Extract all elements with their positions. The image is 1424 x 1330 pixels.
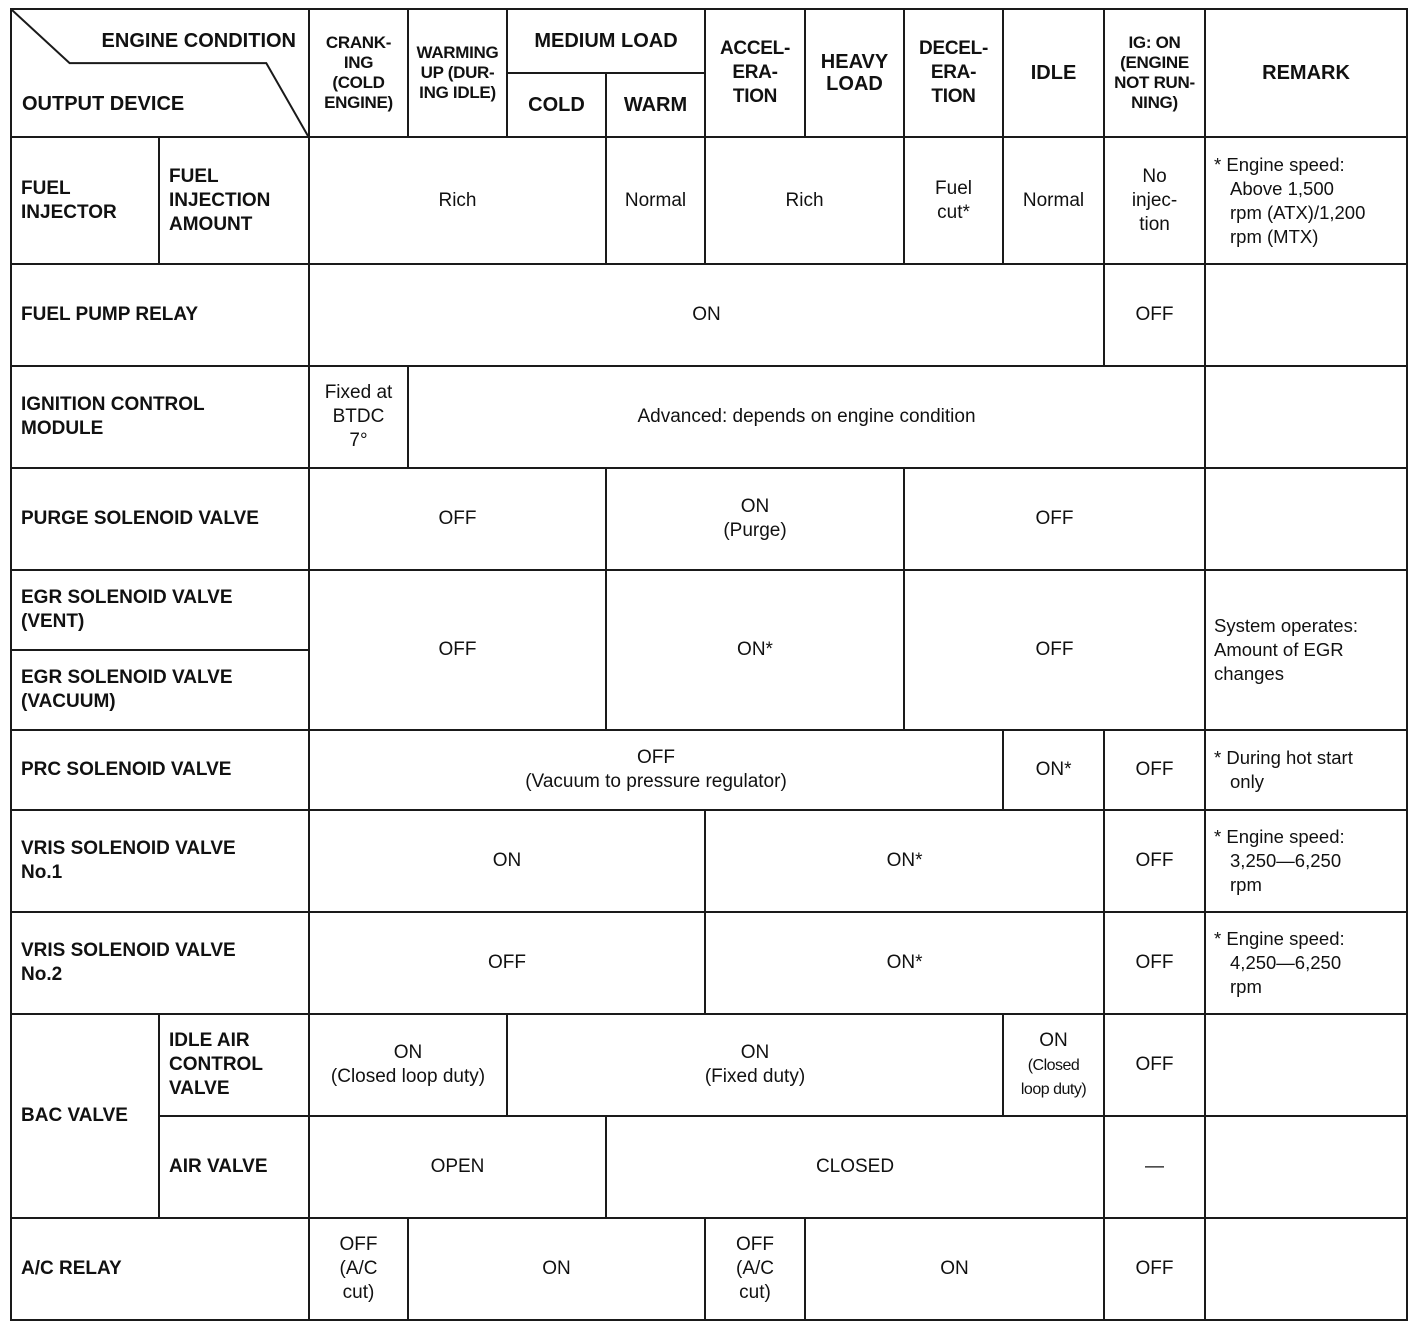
- ac-relay-off-accel-cell: OFF (A/C cut): [705, 1218, 805, 1320]
- fuel-injector-rich-accel-cell: Rich: [705, 137, 904, 264]
- vris1-on-star-cell: ON*: [705, 810, 1104, 912]
- row-label-bac-valve: BAC VALVE: [11, 1014, 159, 1218]
- ac-relay-off-ig-cell: OFF: [1104, 1218, 1205, 1320]
- air-valve-dash-cell: —: [1104, 1116, 1205, 1218]
- row-label-fuel-pump-relay: FUEL PUMP RELAY: [11, 264, 309, 366]
- row-label-egr-solenoid-valve-vacuum: EGR SOLENOID VALVE (VACUUM): [11, 650, 309, 730]
- ac-relay-on-heavy-cell: ON: [805, 1218, 1104, 1320]
- prc-off-cell: OFF (Vacuum to pressure regulator): [309, 730, 1003, 810]
- purge-remark: [1205, 468, 1407, 570]
- row-label-prc-solenoid-valve: PRC SOLENOID VALVE: [11, 730, 309, 810]
- header-acceleration: ACCEL- ERA- TION: [705, 9, 805, 137]
- iac-on-fixed-duty-cell: ON (Fixed duty): [507, 1014, 1003, 1116]
- header-ig-on: IG: ON (ENGINE NOT RUN- NING): [1104, 9, 1205, 137]
- ac-relay-on-cell: ON: [408, 1218, 705, 1320]
- egr-remark: System operates: Amount of EGR changes: [1205, 570, 1407, 730]
- fuel-pump-relay-on-cell: ON: [309, 264, 1104, 366]
- row-label-air-valve: AIR VALVE: [159, 1116, 309, 1218]
- header-cold: COLD: [507, 73, 606, 137]
- fuel-pump-relay-remark: [1205, 264, 1407, 366]
- row-label-ac-relay: A/C RELAY: [11, 1218, 309, 1320]
- egr-off-cell: OFF: [309, 570, 606, 730]
- engine-condition-header: ENGINE CONDITION: [101, 30, 296, 52]
- row-label-fuel-injection-amount: FUEL INJECTION AMOUNT: [159, 137, 309, 264]
- vris2-off-ig-cell: OFF: [1104, 912, 1205, 1014]
- row-label-vris-solenoid-valve-1: VRIS SOLENOID VALVE No.1: [11, 810, 309, 912]
- row-label-idle-air-control-valve: IDLE AIR CONTROL VALVE: [159, 1014, 309, 1116]
- header-idle: IDLE: [1003, 9, 1104, 137]
- vris2-on-star-cell: ON*: [705, 912, 1104, 1014]
- purge-off-decel-cell: OFF: [904, 468, 1205, 570]
- row-label-fuel-injector: FUEL INJECTOR: [11, 137, 159, 264]
- iac-remark: [1205, 1014, 1407, 1116]
- prc-off-ig-cell: OFF: [1104, 730, 1205, 810]
- egr-off-decel-cell: OFF: [904, 570, 1205, 730]
- header-deceleration: DECEL- ERA- TION: [904, 9, 1003, 137]
- iac-on-closed-loop-cell: ON (Closed loop duty): [309, 1014, 507, 1116]
- header-warm: WARM: [606, 73, 705, 137]
- row-label-vris-solenoid-valve-2: VRIS SOLENOID VALVE No.2: [11, 912, 309, 1014]
- vris1-on-cell: ON: [309, 810, 705, 912]
- header-heavy-load: HEAVY LOAD: [805, 9, 904, 137]
- row-label-ignition-control-module: IGNITION CONTROL MODULE: [11, 366, 309, 468]
- output-device-header: OUTPUT DEVICE: [22, 93, 185, 115]
- fuel-injector-fuel-cut-cell: Fuel cut*: [904, 137, 1003, 264]
- ignition-advanced-cell: Advanced: depends on engine condition: [408, 366, 1205, 468]
- fuel-injector-normal-cell: Normal: [606, 137, 705, 264]
- header-warming-up: WARMING UP (DUR- ING IDLE): [408, 9, 507, 137]
- fuel-injector-remark: * Engine speed: Above 1,500 rpm (ATX)/1,200 rpm (MTX): [1205, 137, 1407, 264]
- header-medium-load: MEDIUM LOAD: [507, 9, 705, 73]
- air-valve-open-cell: OPEN: [309, 1116, 606, 1218]
- iac-on-idle-closed-loop-cell: ON (Closed loop duty): [1003, 1014, 1104, 1116]
- row-label-egr-solenoid-valve-vent: EGR SOLENOID VALVE (VENT): [11, 570, 309, 650]
- vris2-off-cell: OFF: [309, 912, 705, 1014]
- specification-table-sheet: [10, 8, 1408, 1322]
- row-label-purge-solenoid-valve: PURGE SOLENOID VALVE: [11, 468, 309, 570]
- ac-relay-off-cranking-cell: OFF (A/C cut): [309, 1218, 408, 1320]
- fuel-injector-no-injection-cell: No injec- tion: [1104, 137, 1205, 264]
- fuel-injector-rich-cell: Rich: [309, 137, 606, 264]
- purge-off-cell: OFF: [309, 468, 606, 570]
- ignition-remark: [1205, 366, 1407, 468]
- ignition-fixed-cell: Fixed at BTDC 7°: [309, 366, 408, 468]
- prc-remark: * During hot start only: [1205, 730, 1407, 810]
- vris1-off-cell: OFF: [1104, 810, 1205, 912]
- output-device-operation-table: [10, 8, 1408, 1321]
- air-valve-remark: [1205, 1116, 1407, 1218]
- fuel-pump-relay-off-cell: OFF: [1104, 264, 1205, 366]
- iac-off-cell: OFF: [1104, 1014, 1205, 1116]
- vris1-remark: * Engine speed: 3,250—6,250 rpm: [1205, 810, 1407, 912]
- ac-relay-remark: [1205, 1218, 1407, 1320]
- prc-on-cell: ON*: [1003, 730, 1104, 810]
- fuel-injector-idle-normal-cell: Normal: [1003, 137, 1104, 264]
- egr-on-cell: ON*: [606, 570, 904, 730]
- header-remark: REMARK: [1205, 9, 1407, 137]
- header-cranking: CRANK- ING (COLD ENGINE): [309, 9, 408, 137]
- header-corner-cell: [11, 9, 309, 137]
- vris2-remark: * Engine speed: 4,250—6,250 rpm: [1205, 912, 1407, 1014]
- purge-on-cell: ON (Purge): [606, 468, 904, 570]
- air-valve-closed-cell: CLOSED: [606, 1116, 1104, 1218]
